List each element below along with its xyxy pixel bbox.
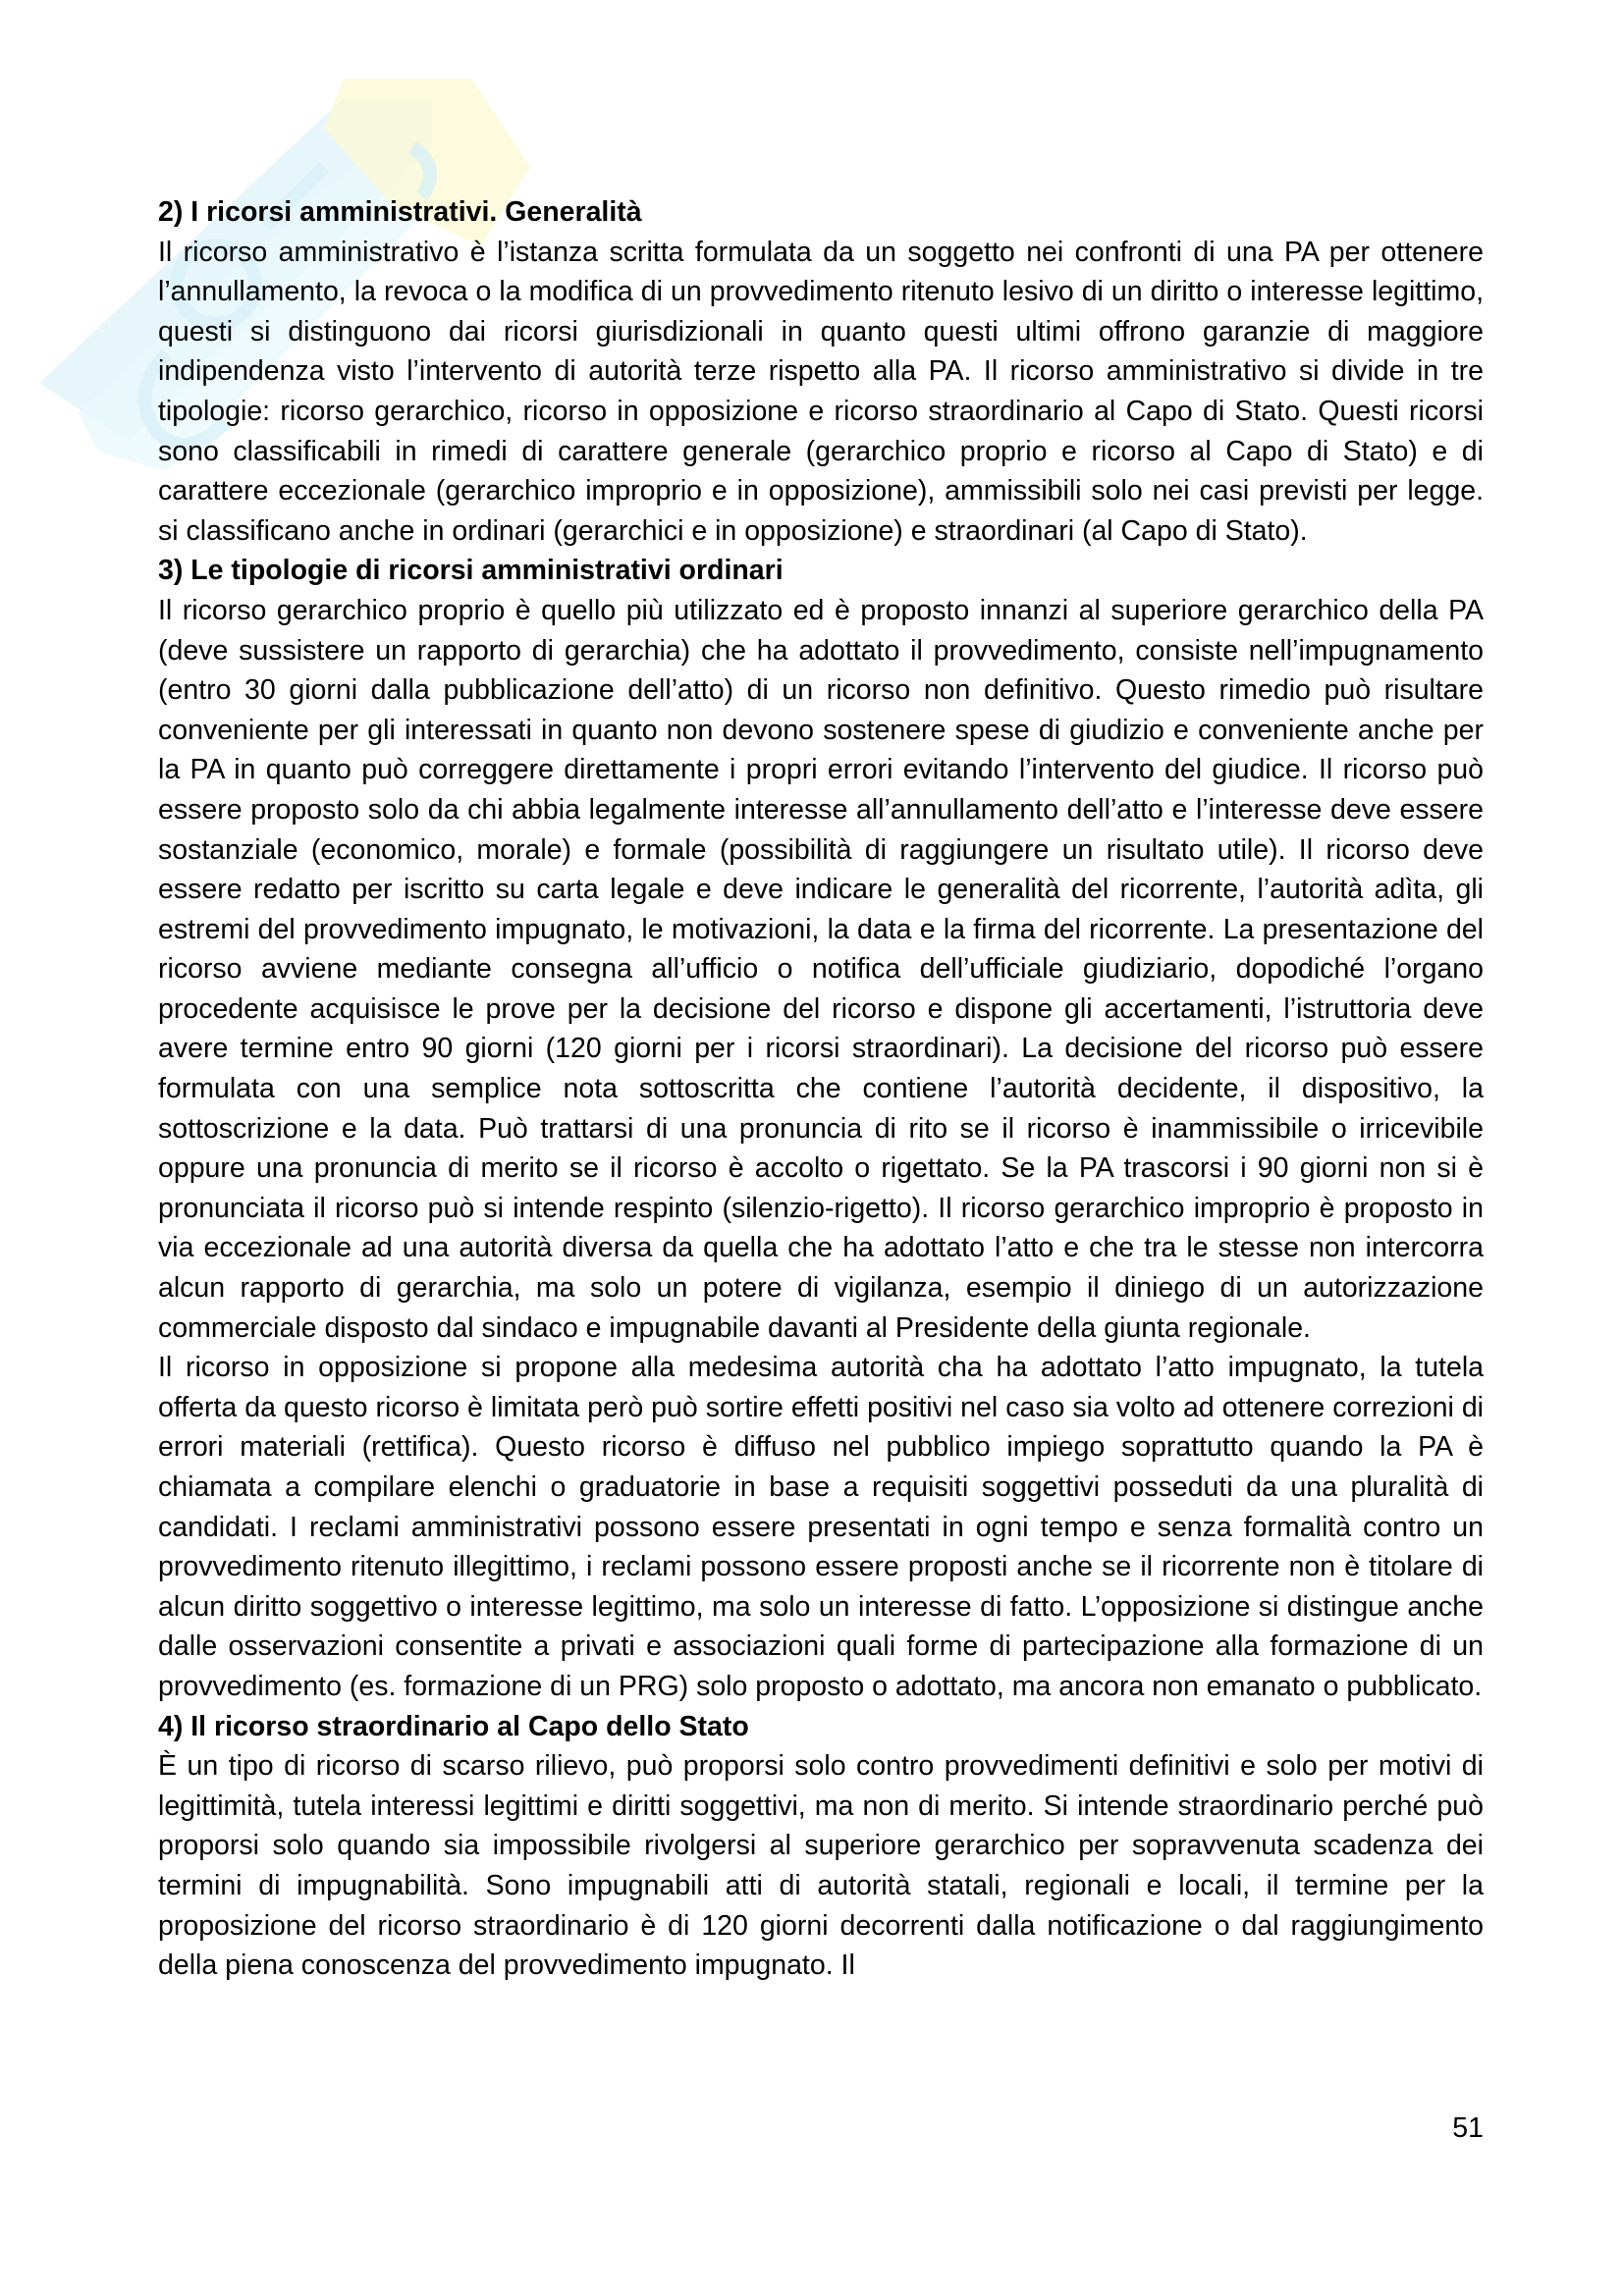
page-number: 51	[1452, 2112, 1484, 2144]
section-heading-tipologie-ricorsi: 3) Le tipologie di ricorsi amministrativi ordinari	[158, 555, 784, 587]
section-heading-ricorso-straordinario: 4) Il ricorso straordinario al Capo dello Stato	[158, 1710, 749, 1742]
paragraph: Il ricorso amministrativo è l’istanza scritta formulata da un soggetto nei confronti di una PA per ottenere l’annullamento, la revoca o la modifica di un provvedimento ritenuto lesivo di un diritto o interesse legittimo, questi si distinguono dai ricorsi giurisdizionali in quanto questi ultimi offrono garanzie di maggiore indipendenza visto l’intervento di autorità terze rispetto alla PA. Il ricorso amministrativo si divide in tre tipologie: ricorso gerarchico, ricorso in opposizione e ricorso straordinario al Capo di Stato. Questi ricorsi sono classificabili in rimedi di carattere generale (gerarchico proprio e ricorso al Capo di Stato) e di carattere eccezionale (gerarchico improprio e in opposizione), ammissibili solo nei casi previsti per legge. si classificano anche in ordinari (gerarchici e in opposizione) e straordinari (al Capo di Stato).	[158, 236, 1484, 547]
paragraph: È un tipo di ricorso di scarso rilievo, può proporsi solo contro provvedimenti definitivi e solo per motivi di legittimità, tutela interessi legittimi e diritti soggettivi, ma non di merito. Si intende straordinario perché può proporsi solo quando sia impossibile rivolgersi al superiore gerarchico per sopravvenuta scadenza dei termini di impugnabilità. Sono impugnabili atti di autorità statali, regionali e locali, il termine per la proposizione del ricorso straordinario è di 120 giorni decorrenti dalla notificazione o dal raggiungimento della piena conoscenza del provvedimento impugnato. Il	[158, 1750, 1484, 1982]
section-heading-ricorsi-amministrativi: 2) I ricorsi amministrativi. Generalità	[158, 196, 642, 228]
paragraph: Il ricorso in opposizione si propone alla medesima autorità cha ha adottato l’atto impugnato, la tutela offerta da questo ricorso è limitata però può sortire effetti positivi nel caso sia volto ad ottenere correzioni di errori materiali (rettifica). Questo ricorso è diffuso nel pubblico impiego soprattutto quando la PA è chiamata a compilare elenchi o graduatorie in base a requisiti soggettivi posseduti da una pluralità di candidati. I reclami amministrativi possono essere presentati in ogni tempo e senza formalità contro un provvedimento ritenuto illegittimo, i reclami possono essere proposti anche se il ricorrente non è titolare di alcun diritto soggettivo o interesse legittimo, ma solo un interesse di fatto. L’opposizione si distingue anche dalle osservazioni consentite a privati e associazioni quali forme di partecipazione alla formazione di un provvedimento (es. formazione di un PRG) solo proposto o adottato, ma ancora non emanato o pubblicato.	[158, 1352, 1484, 1702]
document-body	[158, 192, 1484, 1986]
paragraph: Il ricorso gerarchico proprio è quello più utilizzato ed è proposto innanzi al superiore gerarchico della PA (deve sussistere un rapporto di gerarchia) che ha adottato il provvedimento, consiste nell’impugnamento (entro 30 giorni dalla pubblicazione dell’atto) di un ricorso non definitivo. Questo rimedio può risultare conveniente per gli interessati in quanto non devono sostenere spese di giudizio e conveniente anche per la PA in quanto può correggere direttamente i propri errori evitando l’intervento del giudice. Il ricorso può essere proposto solo da chi abbia legalmente interesse all’annullamento dell’atto e l’interesse deve essere sostanziale (economico, morale) e formale (possibilità di raggiungere un risultato utile). Il ricorso deve essere redatto per iscritto su carta legale e deve indicare le generalità del ricorrente, l’autorità adìta, gli estremi del provvedimento impugnato, le motivazioni, la data e la firma del ricorrente. La presentazione del ricorso avviene mediante consegna all’ufficio o notifica dell’ufficiale giudiziario, dopodiché l’organo procedente acquisisce le prove per la decisione del ricorso e dispone gli accertamenti, l’istruttoria deve avere termine entro 90 giorni (120 giorni per i ricorsi straordinari). La decisione del ricorso può essere formulata con una semplice nota sottoscritta che contiene l’autorità decidente, il dispositivo, la sottoscrizione e la data. Può trattarsi di una pronuncia di rito se il ricorso è inammissibile o irricevibile oppure una pronuncia di merito se il ricorso è accolto o rigettato. Se la PA trascorsi i 90 giorni non si è pronunciata il ricorso può si intende respinto (silenzio-rigetto). Il ricorso gerarchico improprio è proposto in via eccezionale ad una autorità diversa da quella che ha adottato l’atto e che tra le stesse non intercorra alcun rapporto di gerarchia, ma solo un potere di vigilanza, esempio il diniego di un autorizzazione commerciale disposto dal sindaco e impugnabile davanti al Presidente della giunta regionale.	[158, 594, 1484, 1344]
